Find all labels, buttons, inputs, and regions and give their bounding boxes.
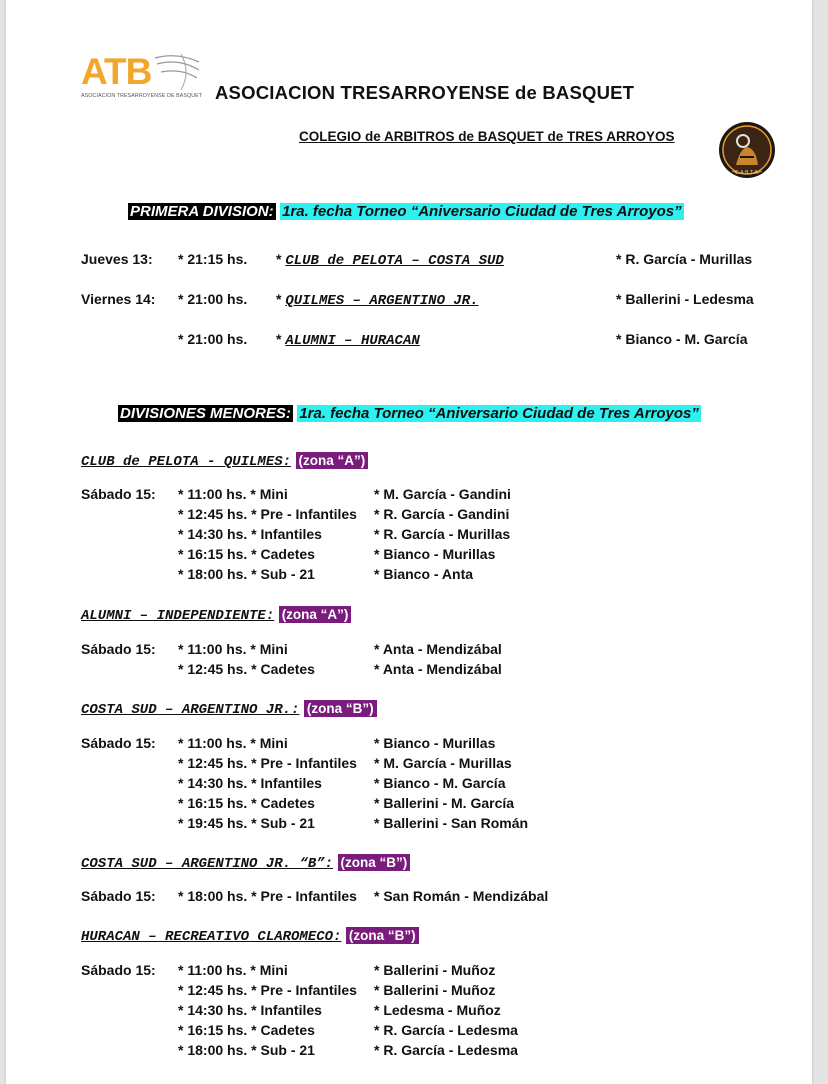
game-time: * 12:45 hs. * Cadetes: [178, 661, 315, 677]
game-time: * 12:45 hs. * Pre - Infantiles: [178, 982, 357, 998]
game-time: * 21:00 hs.: [178, 331, 248, 347]
svg-text:C.A.B.T.A.: C.A.B.T.A.: [735, 170, 759, 176]
referee-seal-icon: [718, 121, 776, 179]
atb-logo: [81, 52, 203, 102]
game-referees: * Ballerini - San Román: [374, 815, 529, 831]
game-referees: * Ballerini - Ledesma: [616, 291, 754, 307]
block-day: Sábado 15:: [81, 735, 156, 751]
game-time: * 18:00 hs. * Sub - 21: [178, 1042, 315, 1058]
block-day: Sábado 15:: [81, 641, 156, 657]
match-title: HURACAN – RECREATIVO CLAROMECO:: [81, 929, 342, 945]
menores-tournament: 1ra. fecha Torneo “Aniversario Ciudad de Tres Arroyos”: [299, 405, 699, 422]
primera-label: PRIMERA DIVISION:: [130, 203, 274, 220]
game-referees: * Bianco - M. García: [374, 775, 506, 791]
game-referees: * Ballerini - M. García: [374, 795, 515, 811]
game-referees: * Ballerini - Muñoz: [374, 982, 496, 998]
match-heading: [81, 452, 368, 470]
game-referees: * Bianco - Murillas: [374, 735, 496, 751]
game-referees: * Anta - Mendizábal: [374, 661, 502, 677]
match-heading: [81, 700, 377, 718]
game-referees: * Bianco - M. García: [616, 331, 748, 347]
game-referees: * M. García - Murillas: [374, 755, 512, 771]
game-time: * 11:00 hs. * Mini: [178, 735, 288, 751]
match-heading: [81, 854, 410, 872]
game-time: * 12:45 hs. * Pre - Infantiles: [178, 506, 357, 522]
game-referees: * San Román - Mendizábal: [374, 888, 549, 904]
block-day: Sábado 15:: [81, 486, 156, 502]
game-time: * 16:15 hs. * Cadetes: [178, 1022, 315, 1038]
game-time: * 11:00 hs. * Mini: [178, 962, 288, 978]
game-time: * 21:00 hs.: [178, 291, 248, 307]
game-referees: * Anta - Mendizábal: [374, 641, 502, 657]
logo-text: ATB: [81, 51, 152, 92]
page-title: ASOCIACION TRESARROYENSE de BASQUET: [215, 82, 635, 103]
page-subtitle: COLEGIO de ARBITROS de BASQUET de TRES ARROYOS: [299, 129, 675, 144]
match-title: ALUMNI – INDEPENDIENTE:: [81, 608, 275, 624]
game-referees: * Ledesma - Muñoz: [374, 1002, 501, 1018]
primera-tournament: 1ra. fecha Torneo “Aniversario Ciudad de Tres Arroyos”: [282, 203, 682, 220]
game-time: * 18:00 hs. * Sub - 21: [178, 566, 315, 582]
zona-badge: (zona “B”): [338, 854, 411, 871]
game-referees: * R. García - Murillas: [616, 251, 753, 267]
match-title: COSTA SUD – ARGENTINO JR.:: [81, 702, 300, 718]
game-day: Jueves 13:: [81, 251, 153, 267]
game-match: * ALUMNI – HURACAN: [276, 331, 420, 349]
primera-heading: [128, 203, 684, 221]
game-time: * 16:15 hs. * Cadetes: [178, 795, 315, 811]
match-title: COSTA SUD – ARGENTINO JR. “B”:: [81, 856, 334, 872]
zona-badge: (zona “B”): [346, 927, 419, 944]
logo-subtext: ASOCIACION TRESARROYENSE DE BASQUET: [81, 93, 203, 99]
game-referees: * R. García - Gandini: [374, 506, 510, 522]
basketball-icon: [151, 52, 203, 94]
menores-label: DIVISIONES MENORES:: [120, 405, 291, 422]
match-heading: [81, 927, 419, 945]
game-time: * 18:00 hs. * Pre - Infantiles: [178, 888, 357, 904]
game-referees: * Bianco - Anta: [374, 566, 474, 582]
zona-badge: (zona “A”): [279, 606, 352, 623]
document-page: [6, 0, 812, 1084]
block-day: Sábado 15:: [81, 888, 156, 904]
match-title: CLUB de PELOTA - QUILMES:: [81, 454, 292, 470]
menores-heading: [118, 405, 701, 423]
game-referees: * Bianco - Murillas: [374, 546, 496, 562]
game-time: * 11:00 hs. * Mini: [178, 486, 288, 502]
game-referees: * Ballerini - Muñoz: [374, 962, 496, 978]
block-day: Sábado 15:: [81, 962, 156, 978]
zona-badge: (zona “A”): [296, 452, 369, 469]
game-time: * 11:00 hs. * Mini: [178, 641, 288, 657]
game-time: * 16:15 hs. * Cadetes: [178, 546, 315, 562]
zona-badge: (zona “B”): [304, 700, 377, 717]
game-referees: * R. García - Murillas: [374, 526, 511, 542]
game-day: Viernes 14:: [81, 291, 156, 307]
game-referees: * R. García - Ledesma: [374, 1042, 518, 1058]
game-time: * 12:45 hs. * Pre - Infantiles: [178, 755, 357, 771]
game-time: * 14:30 hs. * Infantiles: [178, 775, 322, 791]
game-match: * QUILMES – ARGENTINO JR.: [276, 291, 479, 309]
game-referees: * M. García - Gandini: [374, 486, 511, 502]
game-time: * 14:30 hs. * Infantiles: [178, 526, 322, 542]
game-referees: * R. García - Ledesma: [374, 1022, 518, 1038]
game-time: * 21:15 hs.: [178, 251, 248, 267]
match-heading: [81, 606, 351, 624]
game-time: * 14:30 hs. * Infantiles: [178, 1002, 322, 1018]
game-time: * 19:45 hs. * Sub - 21: [178, 815, 315, 831]
game-match: * CLUB de PELOTA – COSTA SUD: [276, 251, 504, 269]
